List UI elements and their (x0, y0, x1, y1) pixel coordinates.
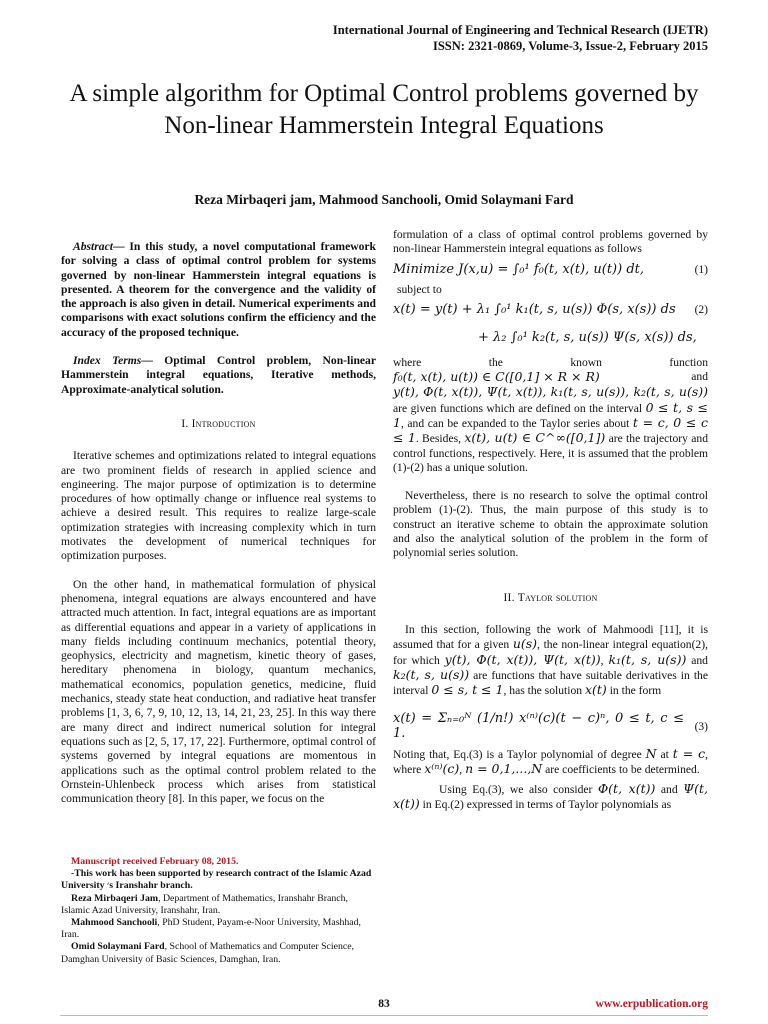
equation-3 (393, 712, 708, 741)
section-1-title: Introduction (191, 417, 256, 430)
intro-paragraph-2: On the other hand, in mathematical formulation of physical phenomena, integral equations are always encountered and have attracted much attention. In fact, integral equations are as important as differential equations and appear in a variety of applications in many fields including continuum mechanics, potential theory, geophysics, electricity and magnetism, kinetic theory of gases, hereditary phenomena in biology, quantum mechanics, mathematical economics, population genetics, medicine, fluid mechanics, steady state heat conduction, and radiative heat transfer problems [1, 3, 6, 7, 9, 10, 12, 13, 14, 21, 23, 25]. In this way there are many direct and indirect numerical solution for integral equations such as [2, 5, 17, 17, 22]. Furthermore, optimal control of systems governed by integral equations are momentous in applications such as the optimal control problem related to the Ornstein-Uhlenbeck process which arises from statistical communication theory [8]. In this paper, we focus on the (61, 577, 376, 806)
sec2-text-1: In this section, following the work of Mahmoodi [11], it is assumed that for a given (393, 622, 708, 652)
section-2-paragraph (393, 623, 708, 698)
sec2-us: u(s) (512, 636, 538, 652)
section-2-title: Taylor solution (517, 591, 598, 604)
sec2-k1: k₁(t, s, u(s)) (608, 651, 687, 667)
where-f0: f₀(t, x(t), u(t)) ∈ C([0,1] × R × R) (393, 369, 600, 385)
sec2-text-5: , has the solution (503, 684, 583, 698)
equation-3-body: x(t) = Σₙ₌₀ᴺ (1/n!) x⁽ⁿ⁾(c)(t − c)ⁿ, 0 ≤ t, c ≤ 1. (393, 711, 684, 741)
paper-title: A simple algorithm for Optimal Control problems governed by Non-linear Hammerstein Integral Equations (69, 80, 699, 139)
sec2-functions: y(t), Φ(t, x(t)), Ψ(t, x(t)) (444, 651, 601, 667)
equation-2-number: (2) (694, 304, 708, 317)
footnote-received: Manuscript received February 08, 2015. (71, 856, 239, 867)
where-interval: 0 ≤ t, s ≤ 1 (393, 399, 708, 430)
where-text-1: where the known function (393, 355, 708, 369)
noting-n-range: n = 0,1,...,N (465, 761, 543, 777)
index-terms-lead: Index Terms (73, 354, 142, 368)
noting-xn: x⁽ⁿ⁾(c) (424, 761, 460, 777)
left-column (61, 240, 376, 820)
journal-name: International Journal of Engineering and Technical Research (IJETR) (332, 23, 708, 37)
sec2-and: and (691, 653, 708, 667)
abstract-lead: Abstract (73, 240, 113, 253)
footnote-author-3-name: Omid Solaymani Fard (71, 941, 165, 953)
footnotes (61, 856, 376, 966)
journal-issn: ISSN: 2321-0869, Volume-3, Issue-2, February 2015 (432, 39, 708, 53)
footnote-author-3-aff: , School of Mathematics and Computer Science, Damghan University of Basic Sciences, Damghan, Iran. (61, 941, 355, 965)
noting-text-5: are coefficients to be determined. (545, 763, 700, 777)
where-text-4: . Besides, (415, 432, 462, 446)
noting-text-1: Noting that, Eq.(3) is a Taylor polynomial of degree (393, 748, 642, 762)
sec2-k2: k₂(t, s, u(s)) (393, 666, 470, 682)
using-psi: Ψ(t, x(t)) (393, 780, 708, 811)
noting-paragraph (393, 747, 708, 778)
footnote-author-2-name: Mahmood Sanchooli (71, 917, 158, 929)
equation-1-body: Minimize J(x,u) = ∫₀¹ f₀(t, x(t), u(t)) dt, (393, 261, 645, 277)
nevertheless-paragraph: Nevertheless, there is no research to solve the optimal control problem (1)-(2). Thus, the main purpose of this study is to construct an iterative scheme to obtain the approximate solution and also the analytical solution of the problem in the form of polynomial series solution. (393, 489, 708, 560)
footnote-author-1-aff: , Department of Mathematics, Iranshahr Branch, Islamic Azad University, Iranshahr, Iran. (61, 892, 348, 916)
page-number: 83 (378, 998, 390, 1010)
where-text-5: are the trajectory and control functions, respectively. Here, it is assumed that the problem (1)-(2) has a unique solution. (393, 432, 709, 474)
footnote-author-2-aff: , PhD Student, Payam-e-Noor University, Mashhad, Iran. (61, 917, 362, 941)
subject-to-label: subject to (397, 282, 442, 296)
journal-header (333, 22, 708, 54)
noting-tc: t = c (672, 746, 706, 762)
where-tc: t = c, 0 ≤ c ≤ 1 (393, 414, 709, 446)
equation-2-continued (393, 331, 708, 345)
equation-2-continued-body: + λ₂ ∫₀¹ k₂(t, s, u(s)) Ψ(s, x(s)) ds, (478, 330, 697, 346)
sec2-text-6: in the form (609, 684, 662, 698)
section-2-numeral: II. (503, 591, 515, 604)
abstract (61, 240, 376, 340)
index-terms-text: — Optimal Control problem, Non-linear Hammerstein integral equations, Iterative methods, Approximate-analytical solution. (61, 354, 376, 396)
section-2-heading (393, 591, 708, 605)
sec2-text-2: , the non-linear integral equation(2), for which (393, 638, 708, 667)
noting-N: N (645, 746, 657, 762)
footnote-author-1-name: Reza Mirbaqeri Jam (71, 892, 159, 904)
where-functions: y(t), Φ(t, x(t)), Ψ(t, x(t)), k₁(t, s, u(s)), k₂(t, s, u(s)) (393, 384, 708, 400)
footnote-author-1 (61, 893, 376, 917)
footer-divider (60, 1015, 708, 1016)
noting-text-4: , (459, 763, 463, 777)
using-text-2: in Eq.(2) expressed in terms of Taylor polynomials as (422, 797, 672, 811)
sec2-xt: x(t) (584, 682, 607, 698)
using-text-1: Using Eq.(3), we also consider (439, 782, 593, 796)
abstract-text: — In this study, a novel computational framework for solving a class of optimal control problem for systems governed by non-linear Hammerstein integral equations is presented. A theorem for the convergence and the validity of the approach is also given in detail. Numerical experiments and comparisons with exact solutions confirm the efficiency and the accuracy of the proposed technique. (61, 240, 376, 339)
where-text-2: are given functions which are defined on the interval (393, 401, 643, 415)
noting-text-3: , where (393, 748, 709, 777)
index-terms (61, 354, 376, 397)
where-paragraph (393, 356, 708, 475)
sec2-text-4: are functions that have suitable derivatives in the interval (393, 668, 709, 698)
equation-1-number: (1) (694, 263, 708, 276)
equation-2 (393, 303, 708, 317)
footnote-author-3 (61, 941, 376, 965)
sec2-interval: 0 ≤ s, t ≤ 1 (431, 682, 504, 698)
formulation-paragraph: formulation of a class of optimal control problems governed by non-linear Hammerstein integral equations as follows (393, 228, 708, 256)
using-paragraph (393, 782, 708, 813)
where-xu: x(t), u(t) ∈ C^∞([0,1]) (464, 430, 606, 446)
section-1-numeral: I. (181, 417, 189, 430)
right-column (393, 228, 708, 812)
noting-text-2: at (660, 748, 669, 762)
journal-website-link[interactable]: www.erpublication.org (595, 998, 708, 1010)
using-phi: Φ(t, x(t)) (597, 780, 656, 796)
where-text-3: , and can be expanded to the Taylor series about (400, 416, 630, 430)
sec2-text-3: , (600, 653, 604, 667)
paper-authors: Reza Mirbaqeri jam, Mahmood Sanchooli, Omid Solaymani Fard (194, 192, 574, 207)
section-1-heading (61, 417, 376, 431)
equation-2-body: x(t) = y(t) + λ₁ ∫₀¹ k₁(t, s, u(s)) Φ(s, x(s)) ds (393, 302, 676, 318)
footnote-author-2 (61, 917, 376, 941)
equation-3-number: (3) (694, 720, 708, 733)
where-and: and (691, 370, 708, 384)
equation-1 (393, 263, 708, 277)
footnote-support: -This work has been supported by research contract of the Islamic Azad University ׳s Iranshahr branch. (61, 868, 372, 892)
using-and: and (660, 782, 678, 796)
intro-paragraph-1: Iterative schemes and optimizations related to integral equations are two prominent fields of research in applied science and engineering. The major purpose of optimization is to determine procedures of how optimally change or influence real systems to achieve a desired result. This requires to realize large-scale optimization strategies with increasing complexity which in turn motivates the development of numerical techniques for optimization purposes. (61, 449, 376, 563)
